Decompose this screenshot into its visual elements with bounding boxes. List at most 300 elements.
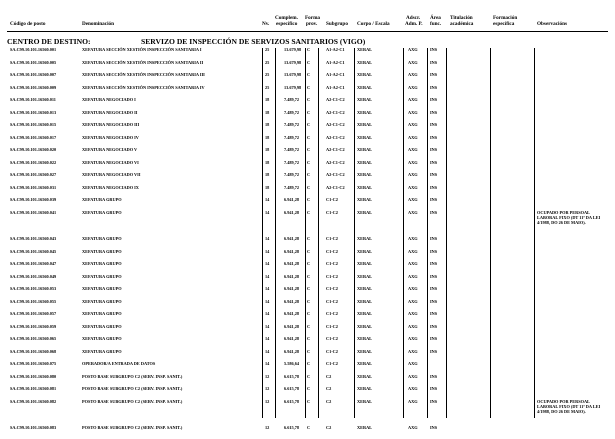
row-complemento: 7.489,72	[284, 172, 300, 177]
row-complemento: 13.679,98	[284, 72, 302, 77]
row-nivel: 12	[265, 386, 270, 391]
row-forma: C	[307, 373, 311, 379]
row-subgrupo: A2-C1-C2	[326, 172, 345, 177]
row-code: SA.C99.10.101.16560.080	[10, 373, 57, 379]
row-corpo: XERAL	[357, 373, 373, 379]
table-row	[0, 374, 615, 387]
header-especifico: específico	[276, 21, 298, 27]
row-code: SA.C99.10.101.16560.045	[10, 248, 57, 254]
row-corpo: XERAL	[357, 159, 373, 165]
table-row	[0, 60, 615, 73]
row-forma: C	[307, 273, 311, 279]
row-complemento: 7.489,72	[284, 147, 300, 152]
row-code: SA.C99.10.101.16560.017	[10, 134, 57, 140]
header-observacions: Observacións	[537, 21, 567, 27]
table-row	[0, 349, 615, 362]
row-forma: C	[307, 236, 311, 241]
row-nivel: 18	[265, 172, 270, 177]
row-code: SA.C99.10.101.16560.039	[10, 197, 57, 202]
row-forma: C	[307, 172, 311, 177]
row-adscripcion: AXG	[408, 172, 418, 177]
row-corpo: XERAL	[357, 273, 373, 279]
table-row	[0, 147, 615, 160]
row-name: XEFATURA GRUPO	[82, 348, 122, 354]
row-adscripcion: AXG	[408, 134, 418, 140]
row-forma: C	[307, 59, 311, 65]
row-adscripcion: AXG	[408, 348, 418, 354]
row-complemento: 7.489,72	[284, 109, 300, 115]
row-area: INS	[430, 323, 438, 329]
table-row	[0, 311, 615, 324]
row-nivel: 14	[265, 209, 270, 215]
row-corpo: XERAL	[357, 361, 373, 366]
row-code: SA.C99.10.101.16560.011	[10, 97, 56, 102]
row-nivel: 14	[265, 348, 270, 354]
row-code: SA.C99.10.101.16560.043	[10, 236, 57, 241]
row-code: SA.C99.10.101.16560.053	[10, 286, 57, 291]
row-subgrupo: C1-C2	[326, 197, 338, 202]
row-nivel: 18	[265, 184, 270, 190]
row-subgrupo: A1-A2-C1	[326, 47, 345, 52]
table-body	[0, 47, 615, 438]
row-subgrupo: C1-C2	[326, 298, 338, 304]
row-area: INS	[430, 298, 438, 304]
row-area: INS	[430, 398, 438, 404]
row-area: INS	[430, 336, 438, 341]
row-corpo: XERAL	[357, 209, 373, 215]
row-code: SA.C99.10.101.16560.068	[10, 348, 57, 354]
row-area: INS	[430, 97, 438, 102]
row-subgrupo: A1-A2-C1	[326, 84, 345, 90]
row-adscripcion: AXG	[408, 122, 418, 127]
row-nivel: 14	[265, 273, 270, 279]
row-name: XEFATURA GRUPO	[82, 323, 122, 329]
table-row	[0, 197, 615, 210]
row-name: XEFATURA NEGOCIADO I	[82, 97, 136, 102]
row-code: SA.C99.10.101.16560.020	[10, 147, 57, 152]
row-forma: C	[307, 323, 311, 329]
row-forma: C	[307, 386, 311, 391]
row-name: XEFATURA NEGOCIADO V	[82, 147, 138, 152]
row-forma: C	[307, 348, 311, 354]
row-subgrupo: C1-C2	[326, 286, 338, 291]
row-adscripcion: AXG	[408, 236, 418, 241]
row-nivel: 25	[265, 47, 270, 52]
row-complemento: 6.941,28	[284, 273, 300, 279]
row-corpo: XERAL	[357, 348, 373, 354]
table-row	[0, 97, 615, 110]
row-complemento: 6.941,28	[284, 323, 300, 329]
table-row	[0, 210, 615, 237]
row-code: SA.C99.10.101.16560.015	[10, 122, 57, 127]
row-name: XEFATURA GRUPO	[82, 261, 122, 266]
row-subgrupo: A2-C1-C2	[326, 97, 345, 102]
row-forma: C	[307, 109, 311, 115]
row-name: XEFATURA NEGOCIADO VI	[82, 159, 139, 165]
row-name: XEFATURA NEGOCIADO III	[82, 122, 140, 127]
row-corpo: XERAL	[357, 323, 373, 329]
row-complemento: 6.615,78	[284, 398, 300, 404]
row-corpo: XERAL	[357, 311, 373, 316]
row-area: INS	[430, 184, 438, 190]
table-row	[0, 399, 615, 426]
row-forma: C	[307, 209, 311, 215]
row-subgrupo: C2	[326, 386, 332, 391]
row-complemento: 7.489,72	[284, 97, 300, 102]
header-area: Área	[430, 15, 441, 21]
row-subgrupo: C2	[326, 373, 332, 379]
row-complemento: 6.615,78	[284, 386, 300, 391]
row-complemento: 7.489,72	[284, 159, 300, 165]
row-complemento: 5.586,64	[284, 361, 300, 366]
row-corpo: XERAL	[357, 236, 373, 241]
header-adm-p: Adm. P.	[405, 21, 423, 27]
row-code: SA.C99.10.101.16560.075	[10, 361, 57, 366]
row-subgrupo: C1-C2	[326, 236, 338, 241]
row-observacions: OCUPADO POR PERSOAL LABORAL FIXO (DT 11ª DA LEI 4/1988, DO 26 DE MAIO).	[537, 398, 601, 414]
row-forma: C	[307, 159, 311, 165]
row-name: XEFATURA NEGOCIADO VII	[82, 172, 141, 177]
row-nivel: 14	[265, 236, 270, 241]
row-code: SA.C99.10.101.16560.057	[10, 311, 57, 316]
table-row	[0, 72, 615, 85]
row-name: POSTO BASE SUBGRUPO C2 (SERV. INSP. SANIT.)	[82, 373, 183, 379]
row-corpo: XERAL	[357, 398, 373, 404]
row-nivel: 18	[265, 159, 270, 165]
row-subgrupo: A2-C1-C2	[326, 122, 345, 127]
row-subgrupo: A2-C1-C2	[326, 134, 345, 140]
row-name: XEFATURA GRUPO	[82, 311, 122, 316]
row-subgrupo: C1-C2	[326, 348, 338, 354]
row-subgrupo: A2-C1-C2	[326, 184, 345, 190]
row-nivel: 14	[265, 298, 270, 304]
row-complemento: 13.679,98	[284, 59, 302, 65]
row-area: INS	[430, 59, 438, 65]
row-nivel: 12	[265, 425, 270, 430]
row-area: INS	[430, 172, 438, 177]
row-code: SA.C99.10.101.16560.081	[10, 386, 57, 391]
row-corpo: XERAL	[357, 97, 373, 102]
row-subgrupo: C1-C2	[326, 273, 338, 279]
row-adscripcion: AXG	[408, 248, 418, 254]
row-nivel: 18	[265, 109, 270, 115]
row-adscripcion: AXG	[408, 361, 418, 366]
row-adscripcion: AXG	[408, 147, 418, 152]
header-subgrupo: Subgrupo	[326, 21, 348, 27]
row-adscripcion: AXG	[408, 197, 418, 202]
row-nivel: 14	[265, 336, 270, 341]
row-name: XEFATURA SECCIÓN XESTIÓN INSPECCIÓN SANITARIA I	[82, 47, 202, 52]
row-complemento: 6.941,28	[284, 298, 300, 304]
row-adscripcion: AXG	[408, 184, 418, 190]
row-forma: C	[307, 97, 311, 102]
row-adscripcion: AXG	[408, 373, 418, 379]
row-adscripcion: AXG	[408, 398, 418, 404]
row-complemento: 7.489,72	[284, 122, 300, 127]
row-code: SA.C99.10.101.16560.083	[10, 425, 57, 430]
row-adscripcion: AXG	[408, 97, 418, 102]
row-area: INS	[430, 72, 438, 77]
header-prov: prov.	[306, 21, 318, 27]
row-area: INS	[430, 286, 438, 291]
row-area: INS	[430, 197, 438, 202]
row-nivel: 25	[265, 59, 270, 65]
row-subgrupo: A2-C1-C2	[326, 159, 345, 165]
row-complemento: 6.941,28	[284, 209, 300, 215]
table-row	[0, 249, 615, 262]
header-denominacion: Denominación	[82, 21, 114, 27]
row-area: INS	[430, 236, 438, 241]
row-forma: C	[307, 248, 311, 254]
header-especifica: específica	[493, 21, 515, 27]
row-corpo: XERAL	[357, 172, 373, 177]
header-codigo: Código de posto	[10, 21, 46, 27]
row-area: INS	[430, 47, 438, 52]
row-name: XEFATURA GRUPO	[82, 273, 122, 279]
row-nivel: 25	[265, 84, 270, 90]
table-row	[0, 135, 615, 148]
row-complemento: 6.941,28	[284, 286, 300, 291]
row-area: INS	[430, 209, 438, 215]
row-corpo: XERAL	[357, 47, 373, 52]
row-code: SA.C99.10.101.16560.009	[10, 84, 57, 90]
row-subgrupo: C1-C2	[326, 209, 338, 215]
centro-label: CENTRO DE DESTINO:	[7, 37, 91, 46]
row-code: SA.C99.10.101.16560.047	[10, 261, 57, 266]
row-adscripcion: AXG	[408, 84, 418, 90]
row-complemento: 6.941,28	[284, 236, 300, 241]
row-corpo: XERAL	[357, 147, 373, 152]
row-corpo: XERAL	[357, 336, 373, 341]
row-corpo: XERAL	[357, 261, 373, 266]
row-code: SA.C99.10.101.16560.005	[10, 59, 57, 65]
row-complemento: 6.615,78	[284, 373, 300, 379]
row-complemento: 6.615,78	[284, 425, 300, 430]
row-observacions: OCUPADO POR PERSOAL LABORAL FIXO (DT 11ª DA LEI 4/1988, DO 26 DE MAIO).	[537, 209, 601, 225]
table-row	[0, 185, 615, 198]
row-forma: C	[307, 298, 311, 304]
row-adscripcion: AXG	[408, 109, 418, 115]
row-forma: C	[307, 134, 311, 140]
row-corpo: XERAL	[357, 425, 373, 430]
row-code: SA.C99.10.101.16560.007	[10, 72, 57, 77]
table-row	[0, 361, 615, 374]
row-name: XEFATURA NEGOCIADO IV	[82, 134, 139, 140]
header-corpo: Corpo / Escala	[357, 21, 390, 27]
row-code: SA.C99.10.101.16560.065	[10, 336, 57, 341]
row-code: SA.C99.10.101.16560.049	[10, 273, 57, 279]
row-name: XEFATURA GRUPO	[82, 248, 122, 254]
row-corpo: XERAL	[357, 72, 373, 77]
row-nivel: 14	[265, 361, 270, 366]
row-code: SA.C99.10.101.16560.001	[10, 47, 57, 52]
row-name: XEFATURA GRUPO	[82, 298, 122, 304]
row-nivel: 18	[265, 147, 270, 152]
row-forma: C	[307, 72, 311, 77]
row-forma: C	[307, 47, 311, 52]
row-code: SA.C99.10.101.16560.027	[10, 172, 57, 177]
row-area: INS	[430, 273, 438, 279]
row-adscripcion: AXG	[408, 159, 418, 165]
row-code: SA.C99.10.101.16560.059	[10, 323, 57, 329]
row-corpo: XERAL	[357, 134, 373, 140]
row-forma: C	[307, 261, 311, 266]
row-name: POSTO BASE SUBGRUPO C2 (SERV. INSP. SANIT.)	[82, 398, 183, 404]
header-nivel: Nv.	[262, 21, 270, 27]
header-complem: Complem.	[275, 15, 298, 21]
row-subgrupo: A2-C1-C2	[326, 147, 345, 152]
row-forma: C	[307, 286, 311, 291]
row-area: INS	[430, 261, 438, 266]
row-adscripcion: AXG	[408, 425, 418, 430]
row-nivel: 14	[265, 323, 270, 329]
header-titulacion: Titulación	[450, 15, 473, 21]
row-adscripcion: AXG	[408, 311, 418, 316]
table-row	[0, 85, 615, 98]
table-row	[0, 122, 615, 135]
row-subgrupo: C1-C2	[326, 311, 338, 316]
row-complemento: 6.941,28	[284, 248, 300, 254]
row-subgrupo: C2	[326, 398, 332, 404]
row-nivel: 14	[265, 248, 270, 254]
header-academica: académica	[450, 21, 474, 27]
row-adscripcion: AXG	[408, 298, 418, 304]
row-forma: C	[307, 122, 311, 127]
header-func: func.	[430, 21, 442, 27]
row-complemento: 7.489,72	[284, 184, 300, 190]
row-complemento: 7.489,72	[284, 134, 300, 140]
row-area: INS	[430, 134, 438, 140]
row-nivel: 18	[265, 134, 270, 140]
row-forma: C	[307, 398, 311, 404]
row-subgrupo: A1-A2-C1	[326, 59, 345, 65]
table-row	[0, 172, 615, 185]
row-name: POSTO BASE SUBGRUPO C2 (SERV. INSP. SANIT.)	[82, 425, 183, 430]
row-complemento: 6.941,28	[284, 336, 300, 341]
row-adscripcion: AXG	[408, 59, 418, 65]
table-row	[0, 110, 615, 123]
row-complemento: 6.941,28	[284, 348, 300, 354]
row-name: XEFATURA NEGOCIADO IX	[82, 184, 139, 190]
row-code: SA.C99.10.101.16560.031	[10, 184, 57, 190]
row-nivel: 14	[265, 197, 270, 202]
row-nivel: 14	[265, 261, 270, 266]
row-name: XEFATURA GRUPO	[82, 336, 122, 341]
row-nivel: 12	[265, 398, 270, 404]
row-area: INS	[430, 425, 438, 430]
row-area: INS	[430, 109, 438, 115]
row-forma: C	[307, 197, 311, 202]
row-adscripcion: AXG	[408, 209, 418, 215]
row-adscripcion: AXG	[408, 286, 418, 291]
row-complemento: 6.941,28	[284, 197, 300, 202]
table-row	[0, 160, 615, 173]
table-row	[0, 386, 615, 399]
table-row	[0, 299, 615, 312]
row-forma: C	[307, 425, 311, 430]
table-row	[0, 336, 615, 349]
row-subgrupo: C1-C2	[326, 323, 338, 329]
row-adscripcion: AXG	[408, 47, 418, 52]
row-corpo: XERAL	[357, 298, 373, 304]
row-subgrupo: C1-C2	[326, 361, 338, 366]
row-subgrupo: C2	[326, 425, 332, 430]
row-name: XEFATURA SECCIÓN XESTIÓN INSPECCIÓN SANITARIA III	[82, 72, 205, 77]
centro-value: SERVIZO DE INSPECCIÓN DE SERVIZOS SANITARIOS (VIGO)	[141, 37, 366, 46]
row-complemento: 6.941,28	[284, 311, 300, 316]
table-row	[0, 324, 615, 337]
row-complemento: 13.679,98	[284, 47, 302, 52]
row-forma: C	[307, 84, 311, 90]
row-complemento: 13.679,98	[284, 84, 302, 90]
row-name: POSTO BASE SUBGRUPO C2 (SERV. INSP. SANIT.)	[82, 386, 183, 391]
row-subgrupo: A2-C1-C2	[326, 109, 345, 115]
row-corpo: XERAL	[357, 84, 373, 90]
row-forma: C	[307, 336, 311, 341]
row-code: SA.C99.10.101.16560.055	[10, 298, 57, 304]
row-name: OPERADOR/A ENTRADA DE DATOS	[82, 361, 156, 366]
row-adscripcion: AXG	[408, 273, 418, 279]
row-area: INS	[430, 373, 438, 379]
row-code: SA.C99.10.101.16560.022	[10, 159, 57, 165]
table-row	[0, 286, 615, 299]
row-name: XEFATURA SECCIÓN XESTIÓN INSPECCIÓN SANITARIA IV	[82, 84, 205, 90]
row-forma: C	[307, 311, 311, 316]
table-row	[0, 261, 615, 274]
header-adscr: Adscr.	[406, 15, 421, 21]
row-name: XEFATURA NEGOCIADO II	[82, 109, 138, 115]
row-nivel: 18	[265, 122, 270, 127]
row-corpo: XERAL	[357, 59, 373, 65]
row-nivel: 14	[265, 286, 270, 291]
row-adscripcion: AXG	[408, 72, 418, 77]
row-corpo: XERAL	[357, 386, 373, 391]
row-code: SA.C99.10.101.16560.013	[10, 109, 57, 115]
table-row	[0, 274, 615, 287]
row-area: INS	[430, 248, 438, 254]
table-row	[0, 425, 615, 438]
row-adscripcion: AXG	[408, 323, 418, 329]
row-code: SA.C99.10.101.16560.041	[10, 209, 57, 215]
row-subgrupo: A1-A2-C1	[326, 72, 345, 77]
row-subgrupo: C1-C2	[326, 248, 338, 254]
header-formacion: Formación	[493, 15, 518, 21]
row-name: XEFATURA GRUPO	[82, 197, 122, 202]
row-nivel: 12	[265, 373, 270, 379]
row-area: INS	[430, 147, 438, 152]
row-corpo: XERAL	[357, 122, 373, 127]
row-forma: C	[307, 147, 311, 152]
row-area: INS	[430, 159, 438, 165]
row-nivel: 14	[265, 311, 270, 316]
row-subgrupo: C1-C2	[326, 336, 338, 341]
row-name: XEFATURA SECCIÓN XESTIÓN INSPECCIÓN SANITARIA II	[82, 59, 204, 65]
row-code: SA.C99.10.101.16560.082	[10, 398, 57, 404]
row-name: XEFATURA GRUPO	[82, 236, 122, 241]
row-adscripcion: AXG	[408, 336, 418, 341]
table-row	[0, 236, 615, 249]
row-adscripcion: AXG	[408, 386, 418, 391]
row-complemento: 6.941,28	[284, 261, 300, 266]
row-name: XEFATURA GRUPO	[82, 209, 122, 215]
row-forma: C	[307, 361, 311, 366]
row-subgrupo: C1-C2	[326, 261, 338, 266]
row-nivel: 18	[265, 97, 270, 102]
row-adscripcion: AXG	[408, 261, 418, 266]
row-area: INS	[430, 84, 438, 90]
row-area: INS	[430, 386, 438, 391]
row-name: XEFATURA GRUPO	[82, 286, 122, 291]
